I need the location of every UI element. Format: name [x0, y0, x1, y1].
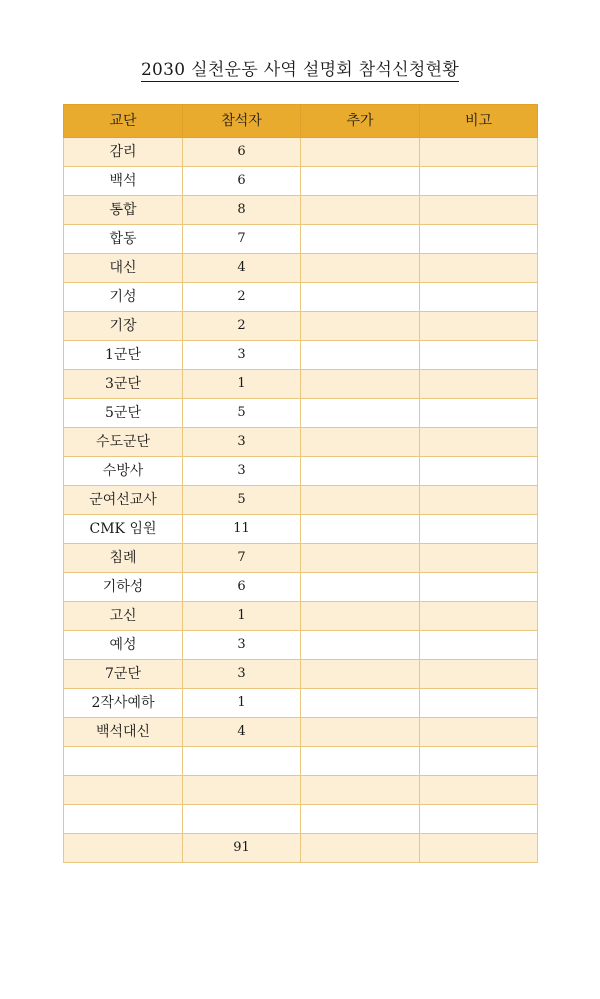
table-row	[64, 457, 538, 486]
table-row	[64, 428, 538, 457]
column-header-remarks: 비고	[420, 105, 538, 138]
table-row	[64, 689, 538, 718]
table-row	[64, 196, 538, 225]
cell-additional	[301, 602, 420, 631]
cell-remarks	[420, 428, 538, 457]
table-row	[64, 486, 538, 515]
cell-remarks	[420, 776, 538, 805]
table-row	[64, 660, 538, 689]
cell-denomination: 7군단	[64, 660, 183, 689]
cell-remarks	[420, 573, 538, 602]
cell-remarks	[420, 167, 538, 196]
cell-additional	[301, 660, 420, 689]
cell-additional	[301, 515, 420, 544]
cell-remarks	[420, 312, 538, 341]
cell-denomination: 수방사	[64, 457, 183, 486]
cell-attendees: 1	[183, 370, 301, 399]
cell-additional	[301, 805, 420, 834]
cell-remarks	[420, 399, 538, 428]
cell-additional	[301, 689, 420, 718]
cell-additional	[301, 138, 420, 167]
column-header-denomination: 교단	[64, 105, 183, 138]
cell-remarks	[420, 196, 538, 225]
table-row	[64, 370, 538, 399]
cell-additional	[301, 428, 420, 457]
cell-denomination: 백석	[64, 167, 183, 196]
cell-additional	[301, 486, 420, 515]
cell-remarks	[420, 834, 538, 863]
cell-denomination: 고신	[64, 602, 183, 631]
column-header-additional: 추가	[301, 105, 420, 138]
cell-additional	[301, 544, 420, 573]
cell-denomination: 수도군단	[64, 428, 183, 457]
cell-remarks	[420, 660, 538, 689]
cell-attendees: 6	[183, 167, 301, 196]
cell-attendees: 6	[183, 138, 301, 167]
cell-denomination: 합동	[64, 225, 183, 254]
cell-attendees: 11	[183, 515, 301, 544]
cell-additional	[301, 254, 420, 283]
total-row	[64, 834, 538, 863]
cell-attendees: 2	[183, 283, 301, 312]
cell-attendees: 5	[183, 486, 301, 515]
cell-remarks	[420, 283, 538, 312]
cell-remarks	[420, 225, 538, 254]
cell-attendees: 3	[183, 457, 301, 486]
document-title	[0, 55, 600, 80]
cell-attendees: 4	[183, 254, 301, 283]
cell-remarks	[420, 254, 538, 283]
cell-denomination: 1군단	[64, 341, 183, 370]
cell-denomination	[64, 747, 183, 776]
cell-denomination	[64, 805, 183, 834]
cell-attendees: 1	[183, 689, 301, 718]
cell-denomination: 3군단	[64, 370, 183, 399]
cell-attendees: 8	[183, 196, 301, 225]
table-row	[64, 718, 538, 747]
document-title-text: 2030 실천운동 사역 설명회 참석신청현황	[140, 60, 460, 80]
cell-attendees: 3	[183, 428, 301, 457]
cell-denomination: 감리	[64, 138, 183, 167]
cell-remarks	[420, 457, 538, 486]
cell-attendees: 4	[183, 718, 301, 747]
table-row	[64, 631, 538, 660]
cell-remarks	[420, 370, 538, 399]
table-row	[64, 254, 538, 283]
cell-additional	[301, 776, 420, 805]
cell-additional	[301, 225, 420, 254]
cell-additional	[301, 312, 420, 341]
cell-attendees	[183, 805, 301, 834]
cell-additional	[301, 457, 420, 486]
cell-denomination: CMK 임원	[64, 515, 183, 544]
cell-additional	[301, 196, 420, 225]
cell-denomination: 통합	[64, 196, 183, 225]
table-row	[64, 225, 538, 254]
cell-additional	[301, 399, 420, 428]
cell-additional	[301, 370, 420, 399]
table-row	[64, 312, 538, 341]
cell-denomination: 백석대신	[64, 718, 183, 747]
cell-attendees: 3	[183, 631, 301, 660]
cell-attendees: 2	[183, 312, 301, 341]
cell-additional	[301, 718, 420, 747]
cell-denomination	[64, 834, 183, 863]
cell-attendees	[183, 776, 301, 805]
table-body	[64, 138, 538, 863]
cell-additional	[301, 283, 420, 312]
column-header-attendees: 참석자	[183, 105, 301, 138]
cell-denomination: 기하성	[64, 573, 183, 602]
cell-remarks	[420, 341, 538, 370]
cell-additional	[301, 167, 420, 196]
table-row	[64, 573, 538, 602]
cell-attendees	[183, 747, 301, 776]
table-row	[64, 515, 538, 544]
cell-attendees: 5	[183, 399, 301, 428]
table-row	[64, 167, 538, 196]
cell-denomination: 대신	[64, 254, 183, 283]
cell-additional	[301, 631, 420, 660]
cell-additional	[301, 747, 420, 776]
cell-additional	[301, 341, 420, 370]
cell-additional	[301, 573, 420, 602]
cell-attendees: 6	[183, 573, 301, 602]
cell-remarks	[420, 631, 538, 660]
cell-attendees: 7	[183, 225, 301, 254]
cell-remarks	[420, 747, 538, 776]
cell-denomination: 군여선교사	[64, 486, 183, 515]
cell-denomination: 침례	[64, 544, 183, 573]
table-row	[64, 399, 538, 428]
attendance-table	[63, 104, 538, 863]
table-header-row	[64, 105, 538, 138]
cell-attendees: 91	[183, 834, 301, 863]
cell-remarks	[420, 544, 538, 573]
table-row	[64, 747, 538, 776]
cell-denomination: 2작사예하	[64, 689, 183, 718]
cell-attendees: 3	[183, 660, 301, 689]
cell-denomination	[64, 776, 183, 805]
cell-denomination: 예성	[64, 631, 183, 660]
table-row	[64, 341, 538, 370]
table-row	[64, 602, 538, 631]
cell-remarks	[420, 805, 538, 834]
cell-remarks	[420, 602, 538, 631]
cell-remarks	[420, 689, 538, 718]
cell-remarks	[420, 486, 538, 515]
cell-attendees: 1	[183, 602, 301, 631]
table-row	[64, 138, 538, 167]
cell-remarks	[420, 138, 538, 167]
cell-additional	[301, 834, 420, 863]
cell-attendees: 7	[183, 544, 301, 573]
cell-denomination: 기장	[64, 312, 183, 341]
cell-remarks	[420, 515, 538, 544]
cell-denomination: 기성	[64, 283, 183, 312]
table-row	[64, 776, 538, 805]
table-row	[64, 805, 538, 834]
table-row	[64, 544, 538, 573]
cell-denomination: 5군단	[64, 399, 183, 428]
cell-attendees: 3	[183, 341, 301, 370]
cell-remarks	[420, 718, 538, 747]
table-row	[64, 283, 538, 312]
